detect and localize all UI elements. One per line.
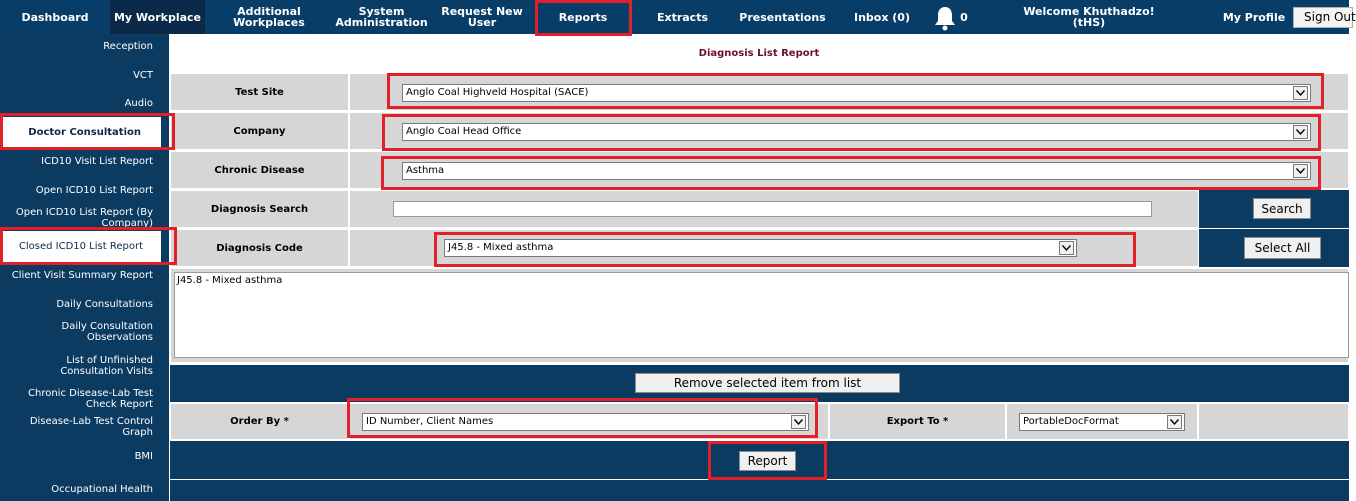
sidebar-item-daily-consultations[interactable]: Daily Consultations bbox=[56, 299, 153, 310]
nav-my-profile[interactable]: My Profile bbox=[1222, 10, 1286, 24]
nav-extracts[interactable]: Extracts bbox=[656, 10, 709, 24]
diagnosis-search-input[interactable] bbox=[393, 201, 1152, 217]
sidebar-item-daily-consultation-observations[interactable]: Daily Consultation Observations bbox=[61, 321, 153, 343]
bell-icon[interactable] bbox=[932, 4, 960, 32]
nav-system-administration[interactable]: System Administration bbox=[335, 5, 428, 29]
nav-dashboard[interactable]: Dashboard bbox=[21, 10, 89, 24]
sidebar-item-doctor-consultation[interactable]: Doctor Consultation bbox=[0, 117, 161, 148]
nav-presentations[interactable]: Presentations bbox=[739, 10, 826, 24]
sidebar-item-audio[interactable]: Audio bbox=[124, 98, 153, 109]
top-navigation bbox=[0, 0, 1356, 34]
diagnosis-code-value: J45.8 - Mixed asthma bbox=[448, 242, 554, 253]
sidebar-item-icd10-visit-list-report[interactable]: ICD10 Visit List Report bbox=[41, 156, 153, 167]
export-to-value: PortableDocFormat bbox=[1023, 416, 1119, 427]
chronic-disease-value: Asthma bbox=[406, 165, 445, 176]
export-spacer-cell bbox=[1198, 403, 1349, 440]
chevron-down-icon bbox=[791, 415, 806, 429]
diagnosis-search-label: Diagnosis Search bbox=[170, 190, 349, 228]
sidebar-item-bmi[interactable]: BMI bbox=[134, 451, 153, 462]
order-by-label: Order By * bbox=[170, 403, 349, 440]
list-item[interactable]: J45.8 - Mixed asthma bbox=[177, 275, 283, 286]
chevron-down-icon bbox=[1293, 125, 1308, 139]
nav-additional-workplaces[interactable]: Additional Workplaces bbox=[233, 5, 305, 29]
selected-diagnosis-list[interactable] bbox=[174, 272, 1349, 358]
chevron-down-icon bbox=[1059, 241, 1074, 255]
nav-my-workplace[interactable]: My Workplace bbox=[110, 0, 205, 34]
chevron-down-icon bbox=[1293, 86, 1308, 100]
select-all-button[interactable]: Select All bbox=[1244, 237, 1321, 259]
company-label: Company bbox=[170, 112, 349, 150]
sidebar-item-reception[interactable]: Reception bbox=[103, 41, 153, 52]
company-select[interactable] bbox=[402, 123, 1311, 141]
sidebar-gutter bbox=[161, 34, 169, 501]
test-site-value: Anglo Coal Highveld Hospital (SACE) bbox=[406, 87, 589, 98]
sidebar-item-closed-icd10-list-report[interactable]: Closed ICD10 List Report bbox=[0, 231, 161, 263]
test-site-select[interactable] bbox=[402, 84, 1311, 102]
chronic-disease-select[interactable] bbox=[402, 162, 1311, 180]
export-to-select[interactable] bbox=[1019, 413, 1185, 431]
sidebar-item-open-icd10-list-report[interactable]: Open ICD10 List Report bbox=[35, 185, 153, 196]
sidebar-item-unfinished-consultation-visits[interactable]: List of Unfinished Consultation Visits bbox=[60, 355, 153, 377]
nav-request-new-user[interactable]: Request New User bbox=[441, 5, 523, 29]
export-to-label: Export To * bbox=[829, 403, 1006, 440]
chronic-disease-label: Chronic Disease bbox=[170, 151, 349, 189]
sidebar-item-occupational-health[interactable]: Occupational Health bbox=[51, 484, 153, 495]
footer-strip bbox=[170, 480, 1349, 501]
welcome-text: Welcome Khuthadzo! (tHS) bbox=[1023, 5, 1155, 29]
test-site-label: Test Site bbox=[170, 73, 349, 111]
diagnosis-code-select[interactable] bbox=[444, 239, 1077, 257]
order-by-select[interactable] bbox=[362, 413, 809, 431]
diagnosis-code-label: Diagnosis Code bbox=[170, 229, 349, 267]
sidebar-item-client-visit-summary[interactable]: Client Visit Summary Report bbox=[11, 270, 153, 281]
notification-count: 0 bbox=[960, 10, 968, 24]
chevron-down-icon bbox=[1293, 164, 1308, 178]
order-by-value: ID Number, Client Names bbox=[366, 416, 494, 427]
remove-selected-button[interactable]: Remove selected item from list bbox=[635, 373, 900, 393]
sidebar-item-chronic-disease-lab-test[interactable]: Chronic Disease-Lab Test Check Report bbox=[28, 388, 153, 410]
report-button[interactable]: Report bbox=[739, 451, 796, 471]
sidebar-item-open-icd10-by-company[interactable]: Open ICD10 List Report (By Company) bbox=[15, 207, 153, 229]
page-title: Diagnosis List Report bbox=[698, 47, 820, 59]
nav-reports[interactable]: Reports bbox=[558, 10, 608, 24]
sign-out-button[interactable]: Sign Out bbox=[1293, 7, 1353, 28]
search-button[interactable]: Search bbox=[1253, 198, 1311, 219]
sidebar-item-disease-lab-test-graph[interactable]: Disease-Lab Test Control Graph bbox=[29, 416, 153, 438]
sidebar-item-vct[interactable]: VCT bbox=[133, 70, 153, 81]
nav-inbox[interactable]: Inbox (0) bbox=[854, 10, 910, 24]
chevron-down-icon bbox=[1167, 415, 1182, 429]
company-value: Anglo Coal Head Office bbox=[406, 126, 522, 137]
